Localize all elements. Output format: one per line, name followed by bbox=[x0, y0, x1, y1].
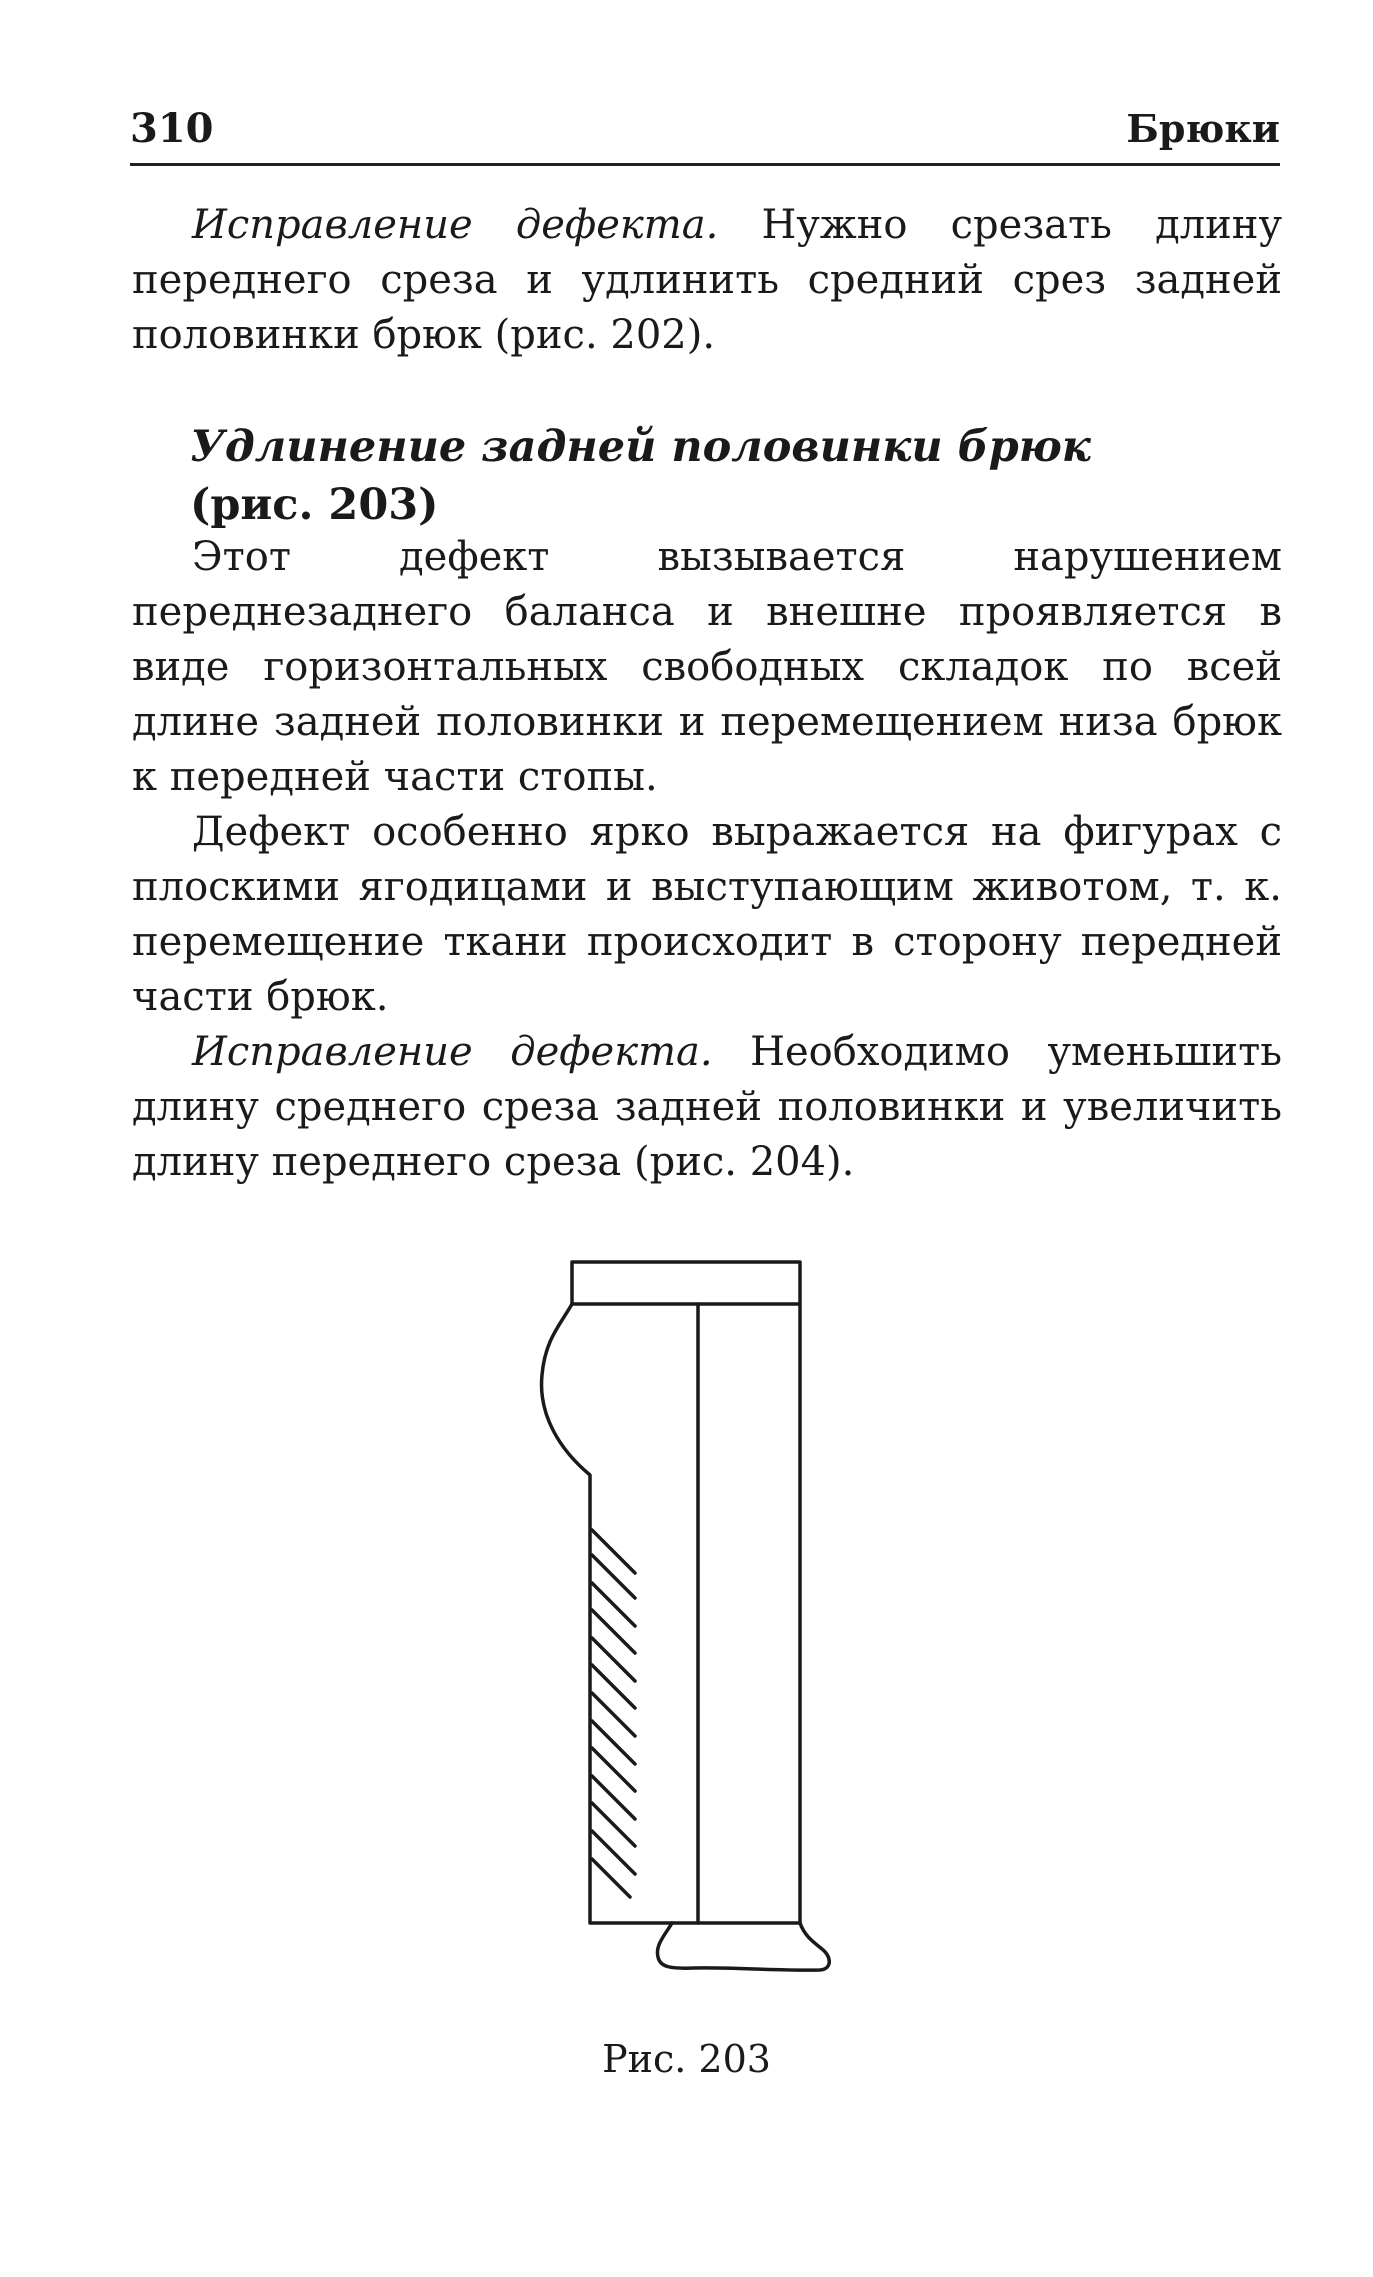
paragraph-lead: Исправление дефекта. bbox=[192, 1029, 713, 1075]
paragraph-defect-description bbox=[132, 530, 1282, 805]
trousers-figure bbox=[520, 1245, 850, 1995]
hatching bbox=[592, 1530, 635, 1897]
heading-title: Удлинение задней половинки брюк bbox=[190, 422, 1091, 472]
paragraph-correction-1 bbox=[132, 198, 1282, 363]
paragraph-text: Нужно срезать длину переднего среза и удлинить средний срез задней половинки брюк (рис. 202). bbox=[132, 202, 1282, 358]
section-title: Брюки bbox=[1126, 106, 1280, 151]
heading-figure-ref: (рис. 203) bbox=[190, 480, 439, 530]
shoe-outline bbox=[657, 1923, 829, 1970]
waistband-outline bbox=[572, 1262, 800, 1304]
paragraph-text: Дефект особенно ярко выражается на фигурах с плоскими ягодицами и выступающим животом, т. к. перемещение ткани происходит в сторону передней части брюк. bbox=[132, 809, 1282, 1020]
paragraph-text: Этот дефект вызывается нарушением переднезаднего баланса и внешне проявляется в виде горизонтальных свободных складок по всей длине задней половинки и перемещением низа брюк к передней части стопы. bbox=[132, 534, 1282, 800]
paragraph-correction-2 bbox=[132, 1025, 1282, 1190]
trousers-outline bbox=[542, 1304, 800, 1923]
figure-caption: Рис. 203 bbox=[602, 2037, 771, 2081]
subsection-heading bbox=[190, 418, 1280, 534]
page-number: 310 bbox=[130, 105, 214, 152]
paragraph-text: Необходимо уменьшить длину среднего среза задней половинки и увеличить длину переднего среза (рис. 204). bbox=[132, 1029, 1282, 1185]
running-head bbox=[130, 105, 1280, 166]
paragraph-defect-figures bbox=[132, 805, 1282, 1025]
paragraph-lead: Исправление дефекта. bbox=[192, 202, 719, 248]
